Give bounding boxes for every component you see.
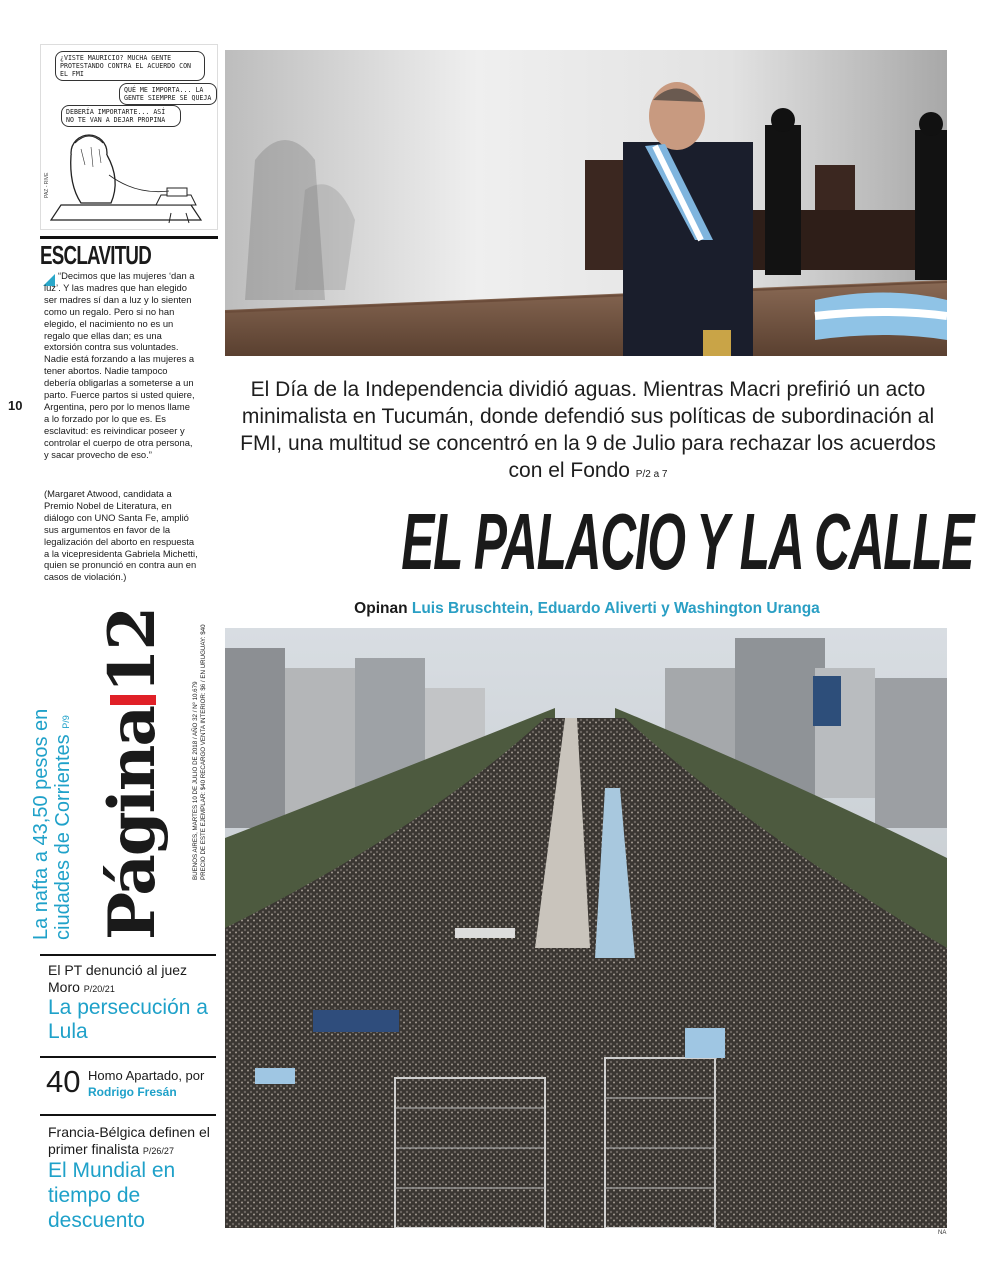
masthead-date: BUENOS AIRES, MARTES 10 DE JULIO DE 2018 / AÑO 32 / Nº 10.679 [192, 681, 199, 880]
mundial-kicker-text: Francia-Bélgica definen el primer finalista [48, 1124, 210, 1157]
masthead-logo-right: 12 [95, 608, 170, 694]
sidebar-source: (Margaret Atwood, candidata a Premio Nobel de Literatura, en diálogo con UNO Santa Fe, amplió sus argumentos en favor de la legalización del aborto en respuesta a la vicepresidenta Gabriela Michetti, quien se pronunció en contra aun en casos de violación.) [44, 488, 198, 583]
teaser-divider [40, 954, 216, 956]
cartoon-bubble-3: DEBERÍA IMPORTARTE... ASÍ NO TE VAN A DEJAR PROPINA [61, 105, 181, 127]
lead-text: El Día de la Independencia dividió aguas. Mientras Macri prefirió un acto minimalista en Tucumán, donde defendió sus políticas de subordinación al FMI, una multitud se concentró en la 9 de Julio para rechazar los acuerdos con el Fondo [240, 378, 936, 482]
crowd-photo [225, 628, 947, 1228]
page-number: 10 [8, 398, 23, 413]
lead-page-ref: P/2 a 7 [635, 469, 668, 480]
cartoon-credit: PAZ - RIVE [44, 172, 50, 198]
radar-teaser-author: Rodrigo Fresán [88, 1085, 177, 1099]
nafta-line-2 [52, 604, 77, 940]
crowd-photo-image [225, 628, 947, 1228]
editorial-cartoon [40, 44, 218, 230]
nafta-page-ref: P/9 [61, 715, 71, 729]
sidebar-quote [44, 270, 196, 461]
masthead-info [192, 620, 208, 880]
sidebar-quote-text: “Decimos que las mujeres ‘dan a luz’. Y las madres que han elegido ser madres sí dan a luz y lo sienten como un regalo. Pero si no han elegido, el nacimiento no es un regalo que ellas dan; es una extorsión contra sus voluntades. Nadie está forzando a las mujeres a tener abortos. Nadie tampoco debería obligarlas a someterse a un parto. Fuerce partos si usted quiere, Argentina, pero por lo menos llame a lo forzado por lo que es. Es esclavitud: es reivindicar poseer y controlar el cuerpo de otra persona, y sacar provecho de eso.” [44, 270, 195, 460]
pt-kicker-text: El PT denunció al juez Moro [48, 962, 188, 995]
main-headline-text: EL PALACIO Y LA CALLE [401, 497, 974, 586]
opinion-authors: Luis Bruschtein, Eduardo Aliverti y Washington Uranga [411, 600, 820, 617]
mundial-teaser-kicker [48, 1124, 218, 1160]
radar-teaser[interactable] [88, 1068, 218, 1100]
main-headline [226, 497, 974, 586]
cartoon-bubble-1: ¿VISTE MAURICIO? MUCHA GENTE PROTESTANDO CONTRA EL ACUERDO CON EL FMI [55, 51, 205, 81]
masthead-price: PRECIO DE ESTE EJEMPLAR: $40 RECARGO VENTA INTERIOR: $6 / EN URUGUAY: $40 [200, 624, 207, 880]
macri-photo-image [225, 50, 947, 356]
teaser-divider [40, 1056, 216, 1058]
opinion-label: Opinan [354, 600, 408, 617]
mundial-page-ref: P/26/27 [142, 1146, 174, 1156]
masthead-logo-left: Página [95, 707, 170, 940]
nafta-line-1: La nafta a 43,50 pesos en [30, 708, 52, 940]
pt-teaser-kicker [48, 962, 218, 998]
macri-photo [225, 50, 947, 356]
photo-credit: NA [938, 1230, 947, 1236]
mundial-teaser-title[interactable]: El Mundial en tiempo de descuento [48, 1159, 176, 1232]
lead-paragraph [226, 376, 950, 488]
opinion-line [226, 600, 948, 618]
nafta-teaser[interactable] [30, 604, 77, 940]
pt-teaser-title[interactable]: La persecución a Lula [48, 996, 208, 1043]
masthead-red-bar [110, 695, 156, 705]
pt-page-ref: P/20/21 [83, 984, 115, 994]
sidebar-title: ESCLAVITUD [40, 240, 152, 270]
nafta-line-2-text: ciudades de Corrientes [52, 734, 74, 940]
sidebar-top-rule [40, 236, 218, 239]
radar-page-number: 40 [46, 1064, 81, 1099]
radar-teaser-text: Homo Apartado, por [88, 1068, 205, 1083]
teaser-divider [40, 1114, 216, 1116]
masthead-logo [95, 608, 171, 940]
cartoon-bubble-2: QUÉ ME IMPORTA... LA GENTE SIEMPRE SE QUEJA [119, 83, 217, 105]
